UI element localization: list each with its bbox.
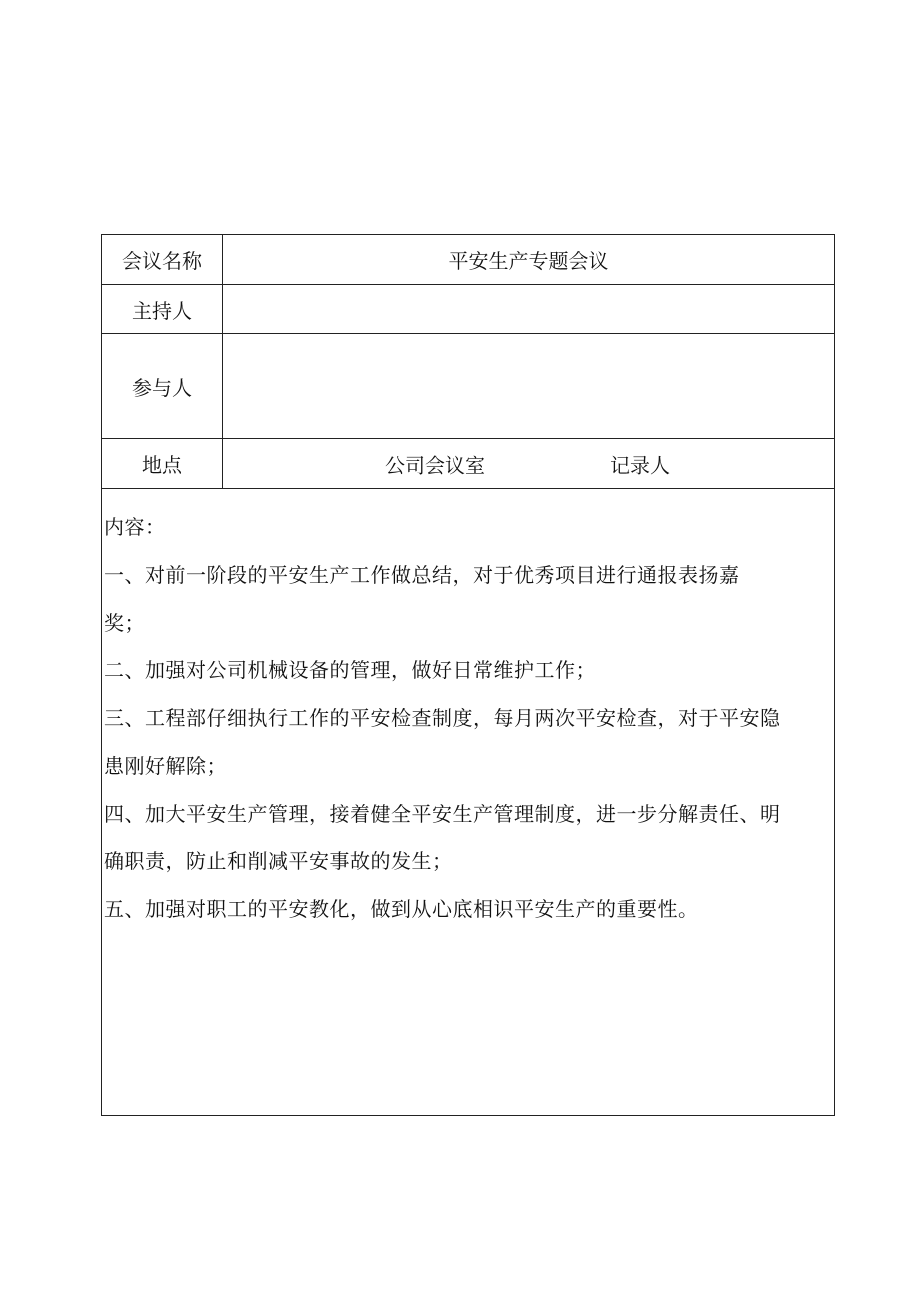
participants-row <box>102 334 834 439</box>
content-line: 五、加强对职工的平安教化，做到从心底相识平安生产的重要性。 <box>104 897 699 921</box>
content-line: 确职责，防止和削减平安事故的发生； <box>104 849 453 873</box>
participants-label: 参与人 <box>102 334 223 438</box>
content-line: 患刚好解除； <box>104 754 227 778</box>
participants-value <box>223 334 834 438</box>
meeting-name-value: 平安生产专题会议 <box>448 249 609 273</box>
host-label: 主持人 <box>102 285 223 333</box>
location-row <box>102 439 834 489</box>
host-row <box>102 285 834 334</box>
content-line: 三、工程部仔细执行工作的平安检查制度，每月两次平安检查，对于平安隐 <box>104 706 781 730</box>
content-heading: 内容： <box>104 515 166 539</box>
content-line: 一、对前一阶段的平安生产工作做总结，对于优秀项目进行通报表扬嘉 <box>104 563 740 587</box>
meeting-name-row <box>102 235 834 285</box>
content-section <box>102 489 834 1115</box>
content-line: 奖； <box>104 611 145 635</box>
meeting-name-label: 会议名称 <box>102 235 223 284</box>
location-label: 地点 <box>102 439 223 488</box>
recorder-label: 记录人 <box>610 453 670 477</box>
host-value <box>223 285 834 333</box>
content-line: 四、加大平安生产管理，接着健全平安生产管理制度，进一步分解责任、明 <box>104 802 781 826</box>
location-value: 公司会议室 <box>385 453 485 477</box>
meeting-record-form <box>101 234 835 1116</box>
content-line: 二、加强对公司机械设备的管理，做好日常维护工作； <box>104 658 596 682</box>
location-recorder-cell <box>223 439 834 488</box>
